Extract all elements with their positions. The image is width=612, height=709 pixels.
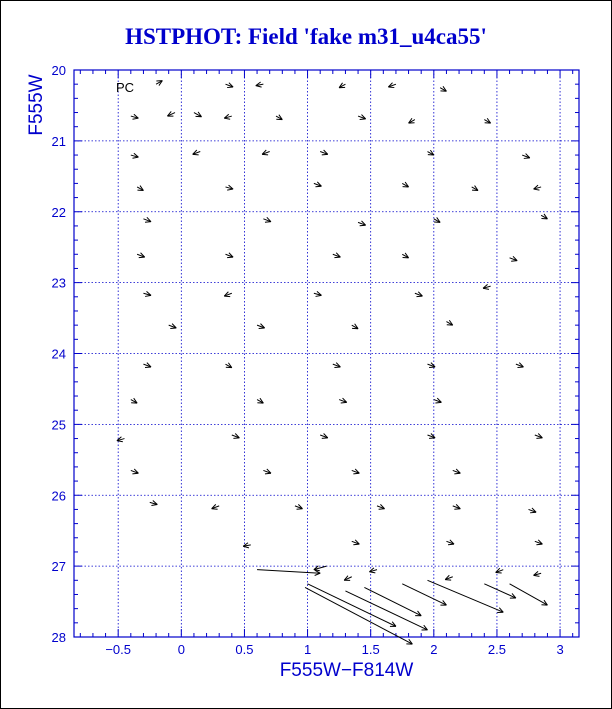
y-tick-label: 27 bbox=[51, 559, 66, 575]
x-tick-label: 2.5 bbox=[487, 642, 506, 657]
y-tick-label: 26 bbox=[51, 488, 66, 504]
vector-arrow bbox=[314, 291, 322, 296]
vector-arrow bbox=[534, 185, 542, 190]
vector-arrow bbox=[345, 591, 427, 630]
vector-arrow bbox=[344, 576, 352, 581]
x-tick-label: 1 bbox=[303, 642, 312, 657]
vector-arrow bbox=[256, 82, 264, 87]
vector-arrow bbox=[131, 153, 139, 158]
x-tick-label: 3 bbox=[556, 642, 564, 657]
vector-arrow bbox=[263, 469, 271, 474]
vector-arrow bbox=[137, 253, 145, 258]
vector-arrow bbox=[308, 584, 396, 627]
vector-arrow bbox=[484, 118, 490, 123]
x-tick-label: 2 bbox=[430, 642, 438, 657]
vector-arrow bbox=[143, 217, 151, 222]
vector-arrow bbox=[117, 437, 125, 442]
vector-arrow bbox=[333, 253, 341, 258]
vector-arrow bbox=[224, 114, 232, 119]
vector-arrow bbox=[257, 324, 265, 329]
vector-arrow bbox=[194, 112, 202, 117]
vector-arrow bbox=[428, 580, 504, 612]
vector-arrow bbox=[226, 83, 234, 88]
vector-arrow bbox=[409, 118, 415, 123]
vector-arrow bbox=[510, 584, 548, 605]
vector-arrow bbox=[446, 320, 452, 325]
vector-arrow bbox=[535, 434, 543, 439]
vector-arrow bbox=[150, 500, 158, 505]
vector-arrow bbox=[364, 587, 421, 615]
vector-arrow bbox=[333, 363, 341, 368]
vector-arrow bbox=[534, 571, 542, 576]
vector-arrow bbox=[434, 217, 440, 222]
vector-arrow bbox=[305, 587, 412, 644]
x-tick-label: 1.5 bbox=[361, 642, 380, 657]
vector-arrow bbox=[257, 398, 263, 403]
vector-arrow bbox=[352, 324, 358, 329]
vector-arrow bbox=[156, 81, 162, 86]
y-tick-label: 20 bbox=[51, 63, 66, 78]
vector-arrow bbox=[295, 504, 303, 509]
vector-arrow bbox=[143, 363, 151, 368]
vector-arrow bbox=[276, 115, 282, 120]
vector-arrow bbox=[522, 154, 530, 159]
x-tick-label: −0.5 bbox=[105, 642, 132, 657]
vector-arrow bbox=[358, 115, 366, 120]
vector-arrow bbox=[320, 150, 328, 155]
vector-arrow bbox=[167, 111, 175, 116]
vector-arrow bbox=[263, 217, 271, 222]
vector-arrow bbox=[434, 398, 442, 403]
vector-arrow bbox=[169, 324, 177, 329]
vector-arrow bbox=[339, 398, 347, 403]
vector-arrow bbox=[440, 86, 446, 91]
vector-arrow bbox=[232, 434, 240, 439]
vector-arrow bbox=[314, 182, 322, 187]
x-tick-label: 0.5 bbox=[235, 642, 254, 657]
vector-arrow bbox=[402, 253, 408, 258]
vector-arrow bbox=[402, 182, 408, 187]
vector-arrow bbox=[541, 214, 547, 219]
x-tick-label: 0 bbox=[177, 642, 185, 657]
y-tick-label: 28 bbox=[51, 630, 66, 645]
vector-arrow bbox=[358, 221, 366, 226]
vector-arrow bbox=[453, 504, 461, 509]
vector-arrow bbox=[262, 150, 270, 155]
y-tick-label: 22 bbox=[51, 204, 66, 220]
vector-arrow bbox=[131, 398, 137, 403]
vector-arrow bbox=[446, 540, 454, 545]
vector-arrow bbox=[369, 568, 377, 573]
panel-label: PC bbox=[116, 80, 135, 95]
vector-arrow bbox=[226, 185, 234, 190]
vector-arrow bbox=[137, 186, 143, 191]
vector-arrow bbox=[131, 469, 139, 474]
chart-title: HSTPHOT: Field 'fake m31_u4ca55' bbox=[125, 24, 487, 49]
vector-arrow bbox=[226, 253, 234, 258]
x-axis-label: F555W−F814W bbox=[279, 660, 414, 681]
vector-arrow bbox=[510, 256, 518, 261]
y-tick-label: 21 bbox=[51, 133, 66, 149]
vector-arrow bbox=[388, 83, 396, 88]
vector-arrow bbox=[402, 584, 446, 605]
grid-lines bbox=[74, 70, 579, 637]
vector-arrow bbox=[445, 575, 453, 580]
vector-arrow bbox=[257, 570, 320, 576]
y-axis-label: F555W bbox=[26, 74, 47, 136]
vector-arrow bbox=[131, 114, 139, 119]
vector-arrow bbox=[472, 186, 478, 191]
vector-arrow bbox=[193, 150, 201, 155]
vector-arrow bbox=[352, 540, 360, 545]
vector-arrow bbox=[428, 150, 434, 155]
vector-arrow bbox=[483, 284, 491, 289]
y-tick-label: 25 bbox=[51, 417, 66, 433]
vector-arrow bbox=[529, 508, 537, 513]
y-tick-label: 23 bbox=[51, 275, 66, 291]
vector-arrow bbox=[226, 363, 232, 368]
vector-arrow bbox=[453, 469, 461, 474]
vector-arrow bbox=[143, 291, 151, 296]
vector-arrow bbox=[535, 540, 543, 545]
vector-arrow bbox=[224, 292, 232, 297]
vector-arrow bbox=[212, 504, 220, 509]
vector-arrow bbox=[352, 469, 360, 474]
vector-arrow bbox=[484, 584, 516, 598]
vector-arrow bbox=[377, 504, 385, 509]
vector-arrow bbox=[496, 568, 504, 573]
vector-arrow bbox=[339, 83, 345, 88]
vector-arrow bbox=[428, 363, 436, 368]
vector-arrow bbox=[415, 292, 423, 297]
y-tick-label: 24 bbox=[51, 346, 66, 362]
vector-arrow bbox=[320, 434, 328, 439]
vector-arrow bbox=[516, 363, 524, 368]
